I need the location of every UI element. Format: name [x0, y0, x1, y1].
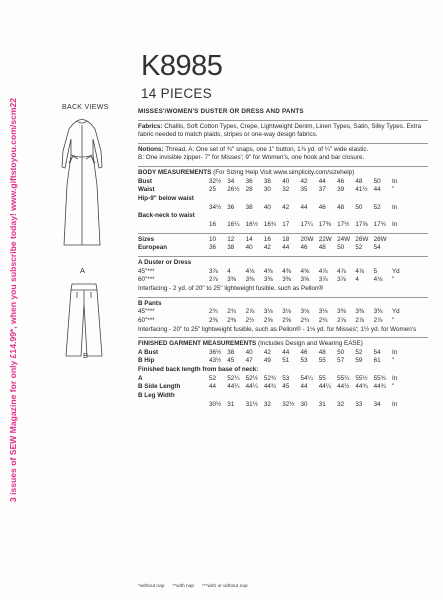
table-cell: 3⅛ — [318, 308, 328, 316]
table-row — [138, 392, 428, 401]
body-measurements-heading — [138, 169, 428, 178]
table-cell: " — [391, 383, 395, 391]
table-cell: 24W — [337, 235, 351, 243]
table-cell: 3⅜ — [245, 276, 255, 284]
table-cell: 50 — [355, 203, 363, 211]
body-measurements-table — [138, 178, 428, 195]
footnote: *without nap — [138, 584, 165, 589]
table-cell: 32 — [263, 400, 271, 408]
back-length-label: Finished back length from base of neck: — [138, 366, 259, 374]
table-cell: 48 — [318, 348, 326, 356]
table-cell: 57 — [337, 357, 345, 365]
table-cell: 4 — [355, 276, 359, 284]
divider — [138, 337, 428, 338]
table-cell: 49 — [263, 357, 271, 365]
table-cell: 16 — [263, 235, 271, 243]
table-cell: 52 — [209, 374, 217, 382]
table-row — [138, 357, 428, 366]
table-cell: 2¾ — [227, 308, 237, 316]
table-cell: 44¼ — [318, 383, 332, 391]
table-cell: 14 — [245, 235, 253, 243]
table-cell: 51 — [282, 357, 290, 365]
table-cell: 40 — [282, 177, 290, 185]
table-cell: 2⅞ — [245, 308, 255, 316]
interfacing-b-text: Interfacing - 20" to 25" lightweight fusible, such as Pellon® - 1⅛ yd. for Misses'; 1½ yd. for Women's — [138, 325, 417, 333]
table-cell: 12 — [227, 235, 235, 243]
table-cell: 39 — [337, 186, 345, 194]
row-label: 45"*** — [138, 267, 155, 275]
table-cell: In — [391, 400, 398, 408]
table-cell: 55 — [318, 374, 326, 382]
table-cell: 35 — [300, 186, 308, 194]
table-cell: 59 — [355, 357, 363, 365]
table-cell: 42 — [282, 203, 290, 211]
row-label: 60"*** — [138, 316, 155, 324]
table-cell: 4⅜ — [282, 267, 291, 275]
leg-width-values — [209, 401, 410, 410]
row-label: A Bust — [138, 348, 159, 356]
notions-text-a: Thread. A: One set of ¾" snaps, one 1" button, 1⅞ yd. of ¼" wide elastic. — [165, 145, 369, 153]
table-cell: 2¾ — [300, 316, 310, 324]
finished-measurements-table — [138, 349, 428, 366]
table-cell: 17⅜ — [318, 221, 332, 228]
fabrics-text: Challis, Soft Cotton Types, Crepe, Lightweight Denim, Linen Types, Satin, Silky Types. Extra fabric needed to match plaids, stripes or one-way design fabrics. — [138, 122, 422, 139]
table-cell: 32½ — [282, 400, 295, 408]
table-cell: 43½ — [209, 357, 222, 365]
row-values — [209, 308, 410, 317]
table-row — [138, 401, 428, 410]
row-label: Hip-9" below waist — [138, 194, 194, 202]
dress-back-view-illustration — [55, 115, 110, 255]
table-cell: 2⅜ — [209, 316, 218, 324]
view-a-label: A — [80, 266, 86, 275]
row-label: Sizes — [138, 235, 155, 243]
table-cell: 2¾ — [209, 308, 218, 316]
european-sizes-row — [138, 244, 428, 253]
back-values — [209, 221, 410, 230]
table-cell: 52¼ — [227, 374, 240, 382]
table-cell: 42 — [263, 348, 271, 356]
table-cell: 36 — [245, 177, 253, 185]
table-row — [138, 178, 428, 187]
table-cell: 44 — [373, 186, 381, 194]
table-row — [138, 375, 428, 384]
table-cell: 38 — [263, 177, 271, 185]
table-cell: 44 — [300, 203, 308, 211]
row-values — [209, 383, 410, 392]
table-row — [138, 221, 428, 230]
yardage-a-heading: A Duster or Dress — [138, 259, 192, 267]
table-cell: 52 — [355, 348, 363, 356]
table-cell: 26½ — [227, 186, 240, 194]
table-cell: 3⅜ — [263, 276, 273, 284]
table-cell: 2⅝ — [282, 316, 291, 324]
notions-text-b: B: One invisible zipper- 7" for Misses'; 9" for Women's, one hook and bar closure. — [138, 154, 365, 162]
table-cell: 16 — [209, 221, 217, 228]
table-cell: 3⅞ — [209, 267, 218, 275]
row-label: Bust — [138, 177, 152, 185]
table-cell: 4⅝ — [300, 267, 310, 275]
yardage-a-table — [138, 268, 428, 285]
table-cell: 31 — [227, 400, 235, 408]
table-row — [138, 186, 428, 195]
table-row — [138, 383, 428, 392]
hip-values — [209, 204, 410, 213]
row-values — [209, 276, 410, 285]
table-cell: 5 — [373, 267, 378, 275]
table-cell: 16¼ — [227, 221, 240, 228]
table-cell: Yd — [391, 267, 400, 275]
table-cell: 44 — [318, 177, 326, 185]
table-cell: In — [391, 221, 398, 228]
table-cell: 4⅜ — [263, 267, 273, 275]
table-cell: 4 — [227, 267, 231, 275]
table-cell: 17½ — [337, 221, 350, 228]
table-cell: 55¼ — [337, 374, 350, 382]
table-row — [138, 349, 428, 358]
table-cell: 18 — [282, 235, 290, 243]
table-cell: 3⅝ — [300, 276, 310, 284]
promo-text: 3 issues of SEW Magazine for only £14.99*, when you subscribe today! www.giftstoyou.com/scm22 — [8, 97, 18, 503]
divider — [138, 297, 428, 298]
table-cell: 4⅛ — [245, 267, 255, 275]
table-cell: 28 — [245, 186, 253, 194]
european-values — [209, 244, 392, 253]
table-cell: 34 — [373, 400, 381, 408]
table-cell: In — [391, 177, 398, 185]
table-cell: In — [391, 203, 398, 211]
row-label: B Side Length — [138, 383, 181, 391]
table-cell: 40 — [263, 203, 271, 211]
table-cell: 3⅜ — [227, 276, 237, 284]
table-cell: 37 — [318, 186, 326, 194]
table-cell: 45 — [227, 357, 235, 365]
table-cell: 42 — [300, 177, 308, 185]
table-cell: 3⅜ — [373, 308, 383, 316]
table-row — [138, 276, 428, 285]
table-cell: 40 — [245, 348, 253, 356]
row-label: A — [138, 374, 143, 382]
table-cell: 44¼ — [227, 383, 240, 391]
back-length-table — [138, 375, 428, 392]
table-row — [138, 317, 428, 326]
row-values — [209, 375, 410, 384]
table-cell: 44¾ — [263, 383, 277, 391]
table-cell: 47 — [245, 357, 253, 365]
table-row — [138, 308, 428, 317]
table-cell: 40 — [245, 244, 253, 252]
row-values — [209, 178, 410, 187]
table-cell: 32 — [282, 186, 290, 194]
table-cell: 48 — [355, 177, 363, 185]
table-row — [138, 204, 428, 213]
table-cell: 45 — [282, 383, 290, 391]
table-cell: 36 — [227, 203, 235, 211]
body-measurements-title: BODY MEASUREMENTS — [138, 168, 212, 176]
table-cell: 25 — [209, 186, 217, 194]
divider — [138, 166, 428, 167]
sizes-row — [138, 236, 428, 245]
table-cell: 44¾ — [355, 383, 368, 391]
table-cell: 26W — [355, 235, 369, 243]
table-cell: 4⅞ — [355, 267, 365, 275]
table-cell: 17¾ — [373, 221, 386, 228]
table-cell: 34 — [227, 177, 235, 185]
divider — [138, 256, 428, 257]
table-cell: " — [391, 316, 395, 324]
table-cell: 2⅜ — [227, 316, 237, 324]
table-cell: 3⅛ — [300, 308, 310, 316]
size-values — [209, 236, 392, 245]
row-label: B Hip — [138, 357, 155, 365]
table-row — [138, 195, 428, 204]
table-row — [138, 212, 428, 221]
table-cell: 17 — [282, 221, 290, 228]
table-cell: 36 — [209, 244, 217, 252]
table-cell: " — [391, 186, 395, 194]
table-cell: 30 — [300, 400, 308, 408]
pattern-number: K8985 — [141, 50, 223, 82]
table-cell: 2⅞ — [355, 316, 365, 324]
yardage-b-table — [138, 308, 428, 325]
row-label: 45"*** — [138, 308, 155, 316]
table-cell: 54 — [373, 348, 381, 356]
row-values — [209, 349, 410, 358]
table-cell: 36½ — [209, 348, 222, 356]
table-cell: 46 — [318, 203, 326, 211]
table-cell: 38 — [227, 348, 235, 356]
row-label: Back-neck to waist — [138, 212, 195, 220]
table-cell: 52 — [355, 244, 363, 252]
table-cell: 61 — [373, 357, 381, 365]
table-cell: 2⅝ — [263, 316, 273, 324]
table-cell: 55 — [318, 357, 326, 365]
table-cell: 55¾ — [373, 374, 386, 382]
table-cell: 44 — [282, 244, 290, 252]
table-cell: 2⅞ — [337, 316, 346, 324]
table-cell: 30½ — [209, 400, 222, 408]
table-cell: 3⅞ — [318, 276, 328, 284]
table-row — [138, 268, 428, 277]
table-cell: 17¼ — [300, 221, 313, 228]
table-cell: 32 — [337, 400, 345, 408]
row-label: B Leg Width — [138, 392, 175, 400]
view-b-label: B — [83, 351, 89, 360]
row-values — [209, 186, 410, 195]
table-cell: 3⅜ — [282, 276, 291, 284]
table-cell: " — [391, 276, 395, 284]
table-cell: 52 — [373, 203, 381, 211]
table-cell: 50 — [337, 244, 345, 252]
divider — [138, 120, 428, 121]
table-cell: 48 — [337, 203, 345, 211]
table-cell: 3⅜ — [355, 308, 365, 316]
table-cell: 44½ — [337, 383, 350, 391]
table-cell: 3⅛ — [282, 308, 291, 316]
promo-strip — [6, 20, 20, 580]
table-cell: 30 — [263, 186, 271, 194]
table-cell: Yd — [391, 308, 400, 316]
table-cell: 34½ — [209, 203, 222, 211]
notions-block — [138, 146, 428, 155]
table-cell: 52½ — [245, 374, 258, 382]
table-cell: 2⅞ — [373, 316, 383, 324]
table-cell: 2¾ — [318, 316, 328, 324]
table-cell: 46 — [300, 348, 308, 356]
table-cell: 44 — [209, 383, 217, 391]
table-cell: 16½ — [245, 221, 258, 228]
table-cell: 4⅞ — [337, 267, 346, 275]
table-cell: 38 — [227, 244, 235, 252]
table-cell: 3⅜ — [337, 308, 346, 316]
table-cell: 54 — [373, 244, 381, 252]
pieces-count: 14 PIECES — [141, 86, 212, 101]
row-label: Waist — [138, 186, 155, 194]
row-values — [209, 357, 410, 366]
fabrics-block — [138, 123, 428, 140]
table-cell: 33 — [355, 400, 363, 408]
table-cell: 55½ — [355, 374, 368, 382]
fabrics-label: Fabrics: — [138, 122, 163, 130]
divider — [138, 233, 428, 234]
table-cell: 54¼ — [300, 374, 313, 382]
table-cell: 31 — [318, 400, 326, 408]
table-cell: In — [391, 348, 398, 356]
interfacing-a-text: Interfacing - 2 yd. of 20" to 25" lightweight fusible, such as Pellon® — [138, 285, 324, 293]
table-cell: 38 — [245, 203, 253, 211]
table-cell: 48 — [318, 244, 326, 252]
pattern-title: MISSES'/WOMEN'S DUSTER OR DRESS AND PANTS — [138, 108, 304, 115]
footnotes — [138, 584, 248, 589]
divider — [138, 143, 428, 144]
table-cell: 28W — [373, 235, 387, 243]
yardage-b-heading: B Pants — [138, 299, 162, 307]
table-cell: 20W — [300, 235, 314, 243]
table-cell: 10 — [209, 235, 217, 243]
table-cell: 46 — [337, 177, 345, 185]
table-cell: 44¾ — [373, 383, 386, 391]
table-cell: 3⅞ — [337, 276, 346, 284]
table-cell: 32½ — [209, 177, 222, 185]
table-cell: 41½ — [355, 186, 368, 194]
size-help-text: (For Sizing Help Visit www.simplicity.com/sizehelp) — [213, 168, 355, 176]
table-cell: 22W — [318, 235, 332, 243]
table-cell: In — [391, 374, 398, 382]
table-cell: 2½ — [245, 316, 255, 324]
table-cell: 42 — [263, 244, 271, 252]
finished-measurements-heading — [138, 340, 428, 349]
finished-title: FINISHED GARMENT MEASUREMENTS — [138, 340, 257, 348]
table-cell: 31½ — [245, 400, 258, 408]
row-values — [209, 268, 410, 277]
footnote: ***with or without nap — [202, 584, 248, 589]
table-cell: 2⅞ — [209, 276, 218, 284]
table-cell: 44 — [282, 348, 290, 356]
pattern-details — [138, 108, 428, 410]
table-cell: 44¼ — [245, 383, 258, 391]
table-cell: 16¾ — [263, 221, 277, 228]
row-label: 60"*** — [138, 276, 155, 284]
table-cell: 53 — [282, 374, 290, 382]
table-cell: 50 — [337, 348, 345, 356]
table-cell: 3⅛ — [263, 308, 273, 316]
table-cell: 4⅛ — [373, 276, 383, 284]
row-values — [209, 317, 410, 326]
back-views-label: BACK VIEWS — [62, 104, 109, 111]
pants-back-view-illustration — [62, 282, 106, 358]
table-cell: 17⅝ — [355, 221, 368, 228]
table-cell: 46 — [300, 244, 308, 252]
table-cell: 4⅞ — [318, 267, 328, 275]
row-label: European — [138, 244, 168, 252]
notions-label: Notions: — [138, 145, 164, 153]
table-cell: 44 — [300, 383, 308, 391]
table-cell: " — [391, 357, 395, 365]
table-cell: 52¾ — [263, 374, 277, 382]
footnote: **with nap — [172, 584, 195, 589]
finished-note: (Includes Design and Wearing EASE) — [258, 340, 363, 348]
table-cell: 50 — [373, 177, 381, 185]
table-cell: 53 — [300, 357, 308, 365]
